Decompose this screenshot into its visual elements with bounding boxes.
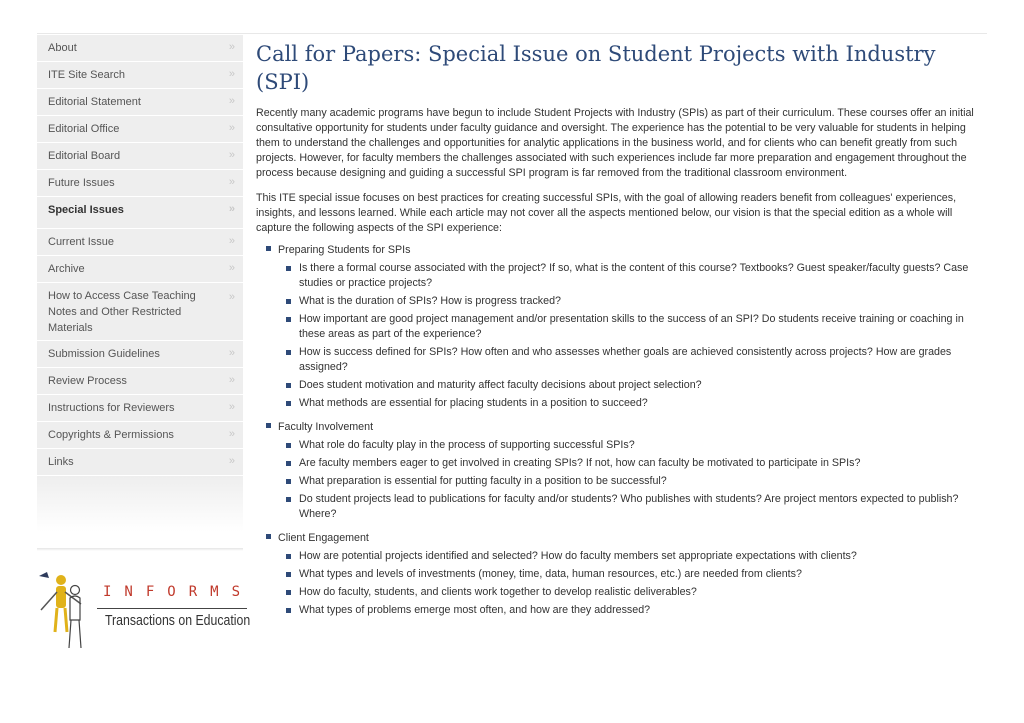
- intro-paragraph: Recently many academic programs have begun to include Student Projects with Industry (SPIs) as part of their curriculum. These courses offer an initial consultative opportunity for students under faculty guidance and oversight. The experience has the potential to be very valuable for students in helping them to understand the challenges and opportunities for analytic applications in the business world, and for clients who can benefit greatly from such projects. However, for faculty members the challenges associated with such experiences include far more preparation and engagement throughout the process because designing and guiding a successful SPI program is far removed from the traditional classroom environment.: [256, 107, 974, 179]
- sidebar-footer: [37, 476, 243, 532]
- sidebar-item-label: Special Issues: [48, 204, 124, 216]
- topic-section: [266, 420, 976, 522]
- logo-subtitle: Transactions on Education: [105, 612, 251, 629]
- bullet-icon: [266, 534, 271, 539]
- list-item: What types of problems emerge most often, and how are they addressed?: [286, 603, 976, 618]
- sidebar-item-label: Links: [48, 456, 74, 468]
- sidebar-item-label: Submission Guidelines: [48, 348, 160, 360]
- sidebar-item-label: ITE Site Search: [48, 69, 126, 81]
- list-item: How is success defined for SPIs? How often and who assesses whether goals are achieved consistently across projects? How are grades assigned?: [286, 345, 976, 375]
- chevron-right-icon: »: [228, 235, 234, 247]
- chevron-right-icon: »: [228, 68, 234, 80]
- topic-heading: Client Engagement: [278, 532, 369, 544]
- bullet-icon: [286, 401, 291, 406]
- sidebar-item-copyrights[interactable]: [37, 422, 243, 449]
- list-item: How are potential projects identified and selected? How do faculty members set appropriate expectations with clients?: [286, 549, 976, 564]
- chevron-right-icon: »: [228, 122, 234, 134]
- sidebar-item-label: Editorial Office: [48, 123, 120, 135]
- people-logo-icon: [37, 572, 101, 652]
- sidebar-item-site-search[interactable]: [37, 62, 243, 89]
- sidebar-nav: [37, 35, 243, 532]
- sidebar-item-label: Editorial Board: [48, 150, 121, 162]
- sidebar-divider: [37, 548, 243, 551]
- list-item: Is there a formal course associated with the project? If so, what is the content of this course? Textbooks? Guest speaker/faculty guests? Case studies or practice projects?: [286, 261, 976, 291]
- sidebar-item-review-process[interactable]: [37, 368, 243, 395]
- page-title: Call for Papers: Special Issue on Student Projects with Industry (SPI): [256, 42, 936, 94]
- list-item: What methods are essential for placing students in a position to succeed?: [286, 396, 976, 411]
- bullet-icon: [286, 383, 291, 388]
- sidebar-item-editorial-office[interactable]: [37, 116, 243, 143]
- chevron-right-icon: »: [228, 428, 234, 440]
- list-item: How important are good project management and/or presentation skills to the success of an SPI? Do students receive training or coaching in these areas as part of the experience?: [286, 312, 976, 342]
- chevron-right-icon: »: [228, 95, 234, 107]
- sidebar-item-label: Editorial Statement: [48, 96, 141, 108]
- logo-brand: INFORMS: [103, 584, 254, 600]
- chevron-right-icon: »: [228, 374, 234, 386]
- chevron-right-icon: »: [228, 347, 234, 359]
- bullet-icon: [286, 461, 291, 466]
- bullet-icon: [286, 608, 291, 613]
- topic-heading: Preparing Students for SPIs: [278, 244, 411, 256]
- question-list: [266, 549, 976, 618]
- bullet-icon: [286, 317, 291, 322]
- bullet-icon: [286, 554, 291, 559]
- sidebar-item-links[interactable]: [37, 449, 243, 476]
- chevron-right-icon: »: [228, 291, 234, 303]
- sidebar-item-current-issue[interactable]: [37, 229, 243, 256]
- question-list: [266, 438, 976, 522]
- logo-rule: [97, 608, 247, 609]
- bullet-icon: [286, 572, 291, 577]
- focus-paragraph: This ITE special issue focuses on best practices for creating successful SPIs, with the goal of allowing readers benefit from colleagues' experiences, insights, and lessons learned. While each article may not cover all the aspects mentioned below, our vision is that the special edition as a whole will capture the following aspects of the SPI experience:: [256, 192, 957, 234]
- sidebar-item-editorial-statement[interactable]: [37, 89, 243, 116]
- bullet-icon: [286, 590, 291, 595]
- sidebar-item-restricted-materials[interactable]: [37, 283, 243, 341]
- topic-section: [266, 531, 976, 618]
- top-divider: [37, 33, 987, 34]
- topic-heading: Faculty Involvement: [278, 421, 374, 433]
- chevron-right-icon: »: [228, 149, 234, 161]
- list-item: Does student motivation and maturity affect faculty decisions about project selection?: [286, 378, 976, 393]
- bullet-icon: [286, 350, 291, 355]
- list-item: Are faculty members eager to get involved in creating SPIs? If not, how can faculty be motivated to participate in SPIs?: [286, 456, 976, 471]
- bullet-icon: [286, 479, 291, 484]
- main-content: [256, 40, 976, 627]
- bullet-icon: [286, 443, 291, 448]
- sidebar-item-label: Instructions for Reviewers: [48, 402, 175, 414]
- sidebar-item-archive[interactable]: [37, 256, 243, 283]
- bullet-icon: [286, 266, 291, 271]
- sidebar-item-label: Review Process: [48, 375, 127, 387]
- chevron-right-icon: »: [228, 401, 234, 413]
- chevron-right-icon: »: [228, 262, 234, 274]
- sidebar-item-label: Current Issue: [48, 236, 115, 248]
- bullet-icon: [266, 246, 271, 251]
- sidebar-item-instructions-reviewers[interactable]: [37, 395, 243, 422]
- sidebar-item-future-issues[interactable]: [37, 170, 243, 197]
- list-item: Do student projects lead to publications for faculty and/or students? Who publishes with students? Are project mentors expected to publish? Where?: [286, 492, 976, 522]
- sidebar-item-label: Copyrights & Permissions: [48, 429, 174, 441]
- chevron-right-icon: »: [228, 455, 234, 467]
- chevron-right-icon: »: [228, 203, 234, 215]
- list-item: What role do faculty play in the process of supporting successful SPIs?: [286, 438, 976, 453]
- chevron-right-icon: »: [228, 176, 234, 188]
- sidebar-item-special-issues[interactable]: [37, 197, 243, 229]
- sidebar-item-editorial-board[interactable]: [37, 143, 243, 170]
- topic-section: [266, 243, 976, 411]
- sidebar-item-label: How to Access Case Teaching Notes and Other Restricted Materials: [48, 290, 196, 334]
- bullet-icon: [286, 299, 291, 304]
- chevron-right-icon: »: [228, 41, 234, 53]
- list-item: What preparation is essential for putting faculty in a position to be successful?: [286, 474, 976, 489]
- list-item: How do faculty, students, and clients work together to develop realistic deliverables?: [286, 585, 976, 600]
- list-item: What is the duration of SPIs? How is progress tracked?: [286, 294, 976, 309]
- sidebar-item-label: About: [48, 42, 77, 54]
- sidebar-item-submission-guidelines[interactable]: [37, 341, 243, 368]
- bullet-icon: [286, 497, 291, 502]
- sidebar-item-label: Future Issues: [48, 177, 115, 189]
- sidebar-item-about[interactable]: [37, 35, 243, 62]
- bullet-icon: [266, 423, 271, 428]
- informs-logo[interactable]: [37, 572, 254, 652]
- question-list: [266, 261, 976, 411]
- list-item: What types and levels of investments (money, time, data, human resources, etc.) are needed from clients?: [286, 567, 976, 582]
- topic-list: [256, 243, 976, 618]
- sidebar-item-label: Archive: [48, 263, 85, 275]
